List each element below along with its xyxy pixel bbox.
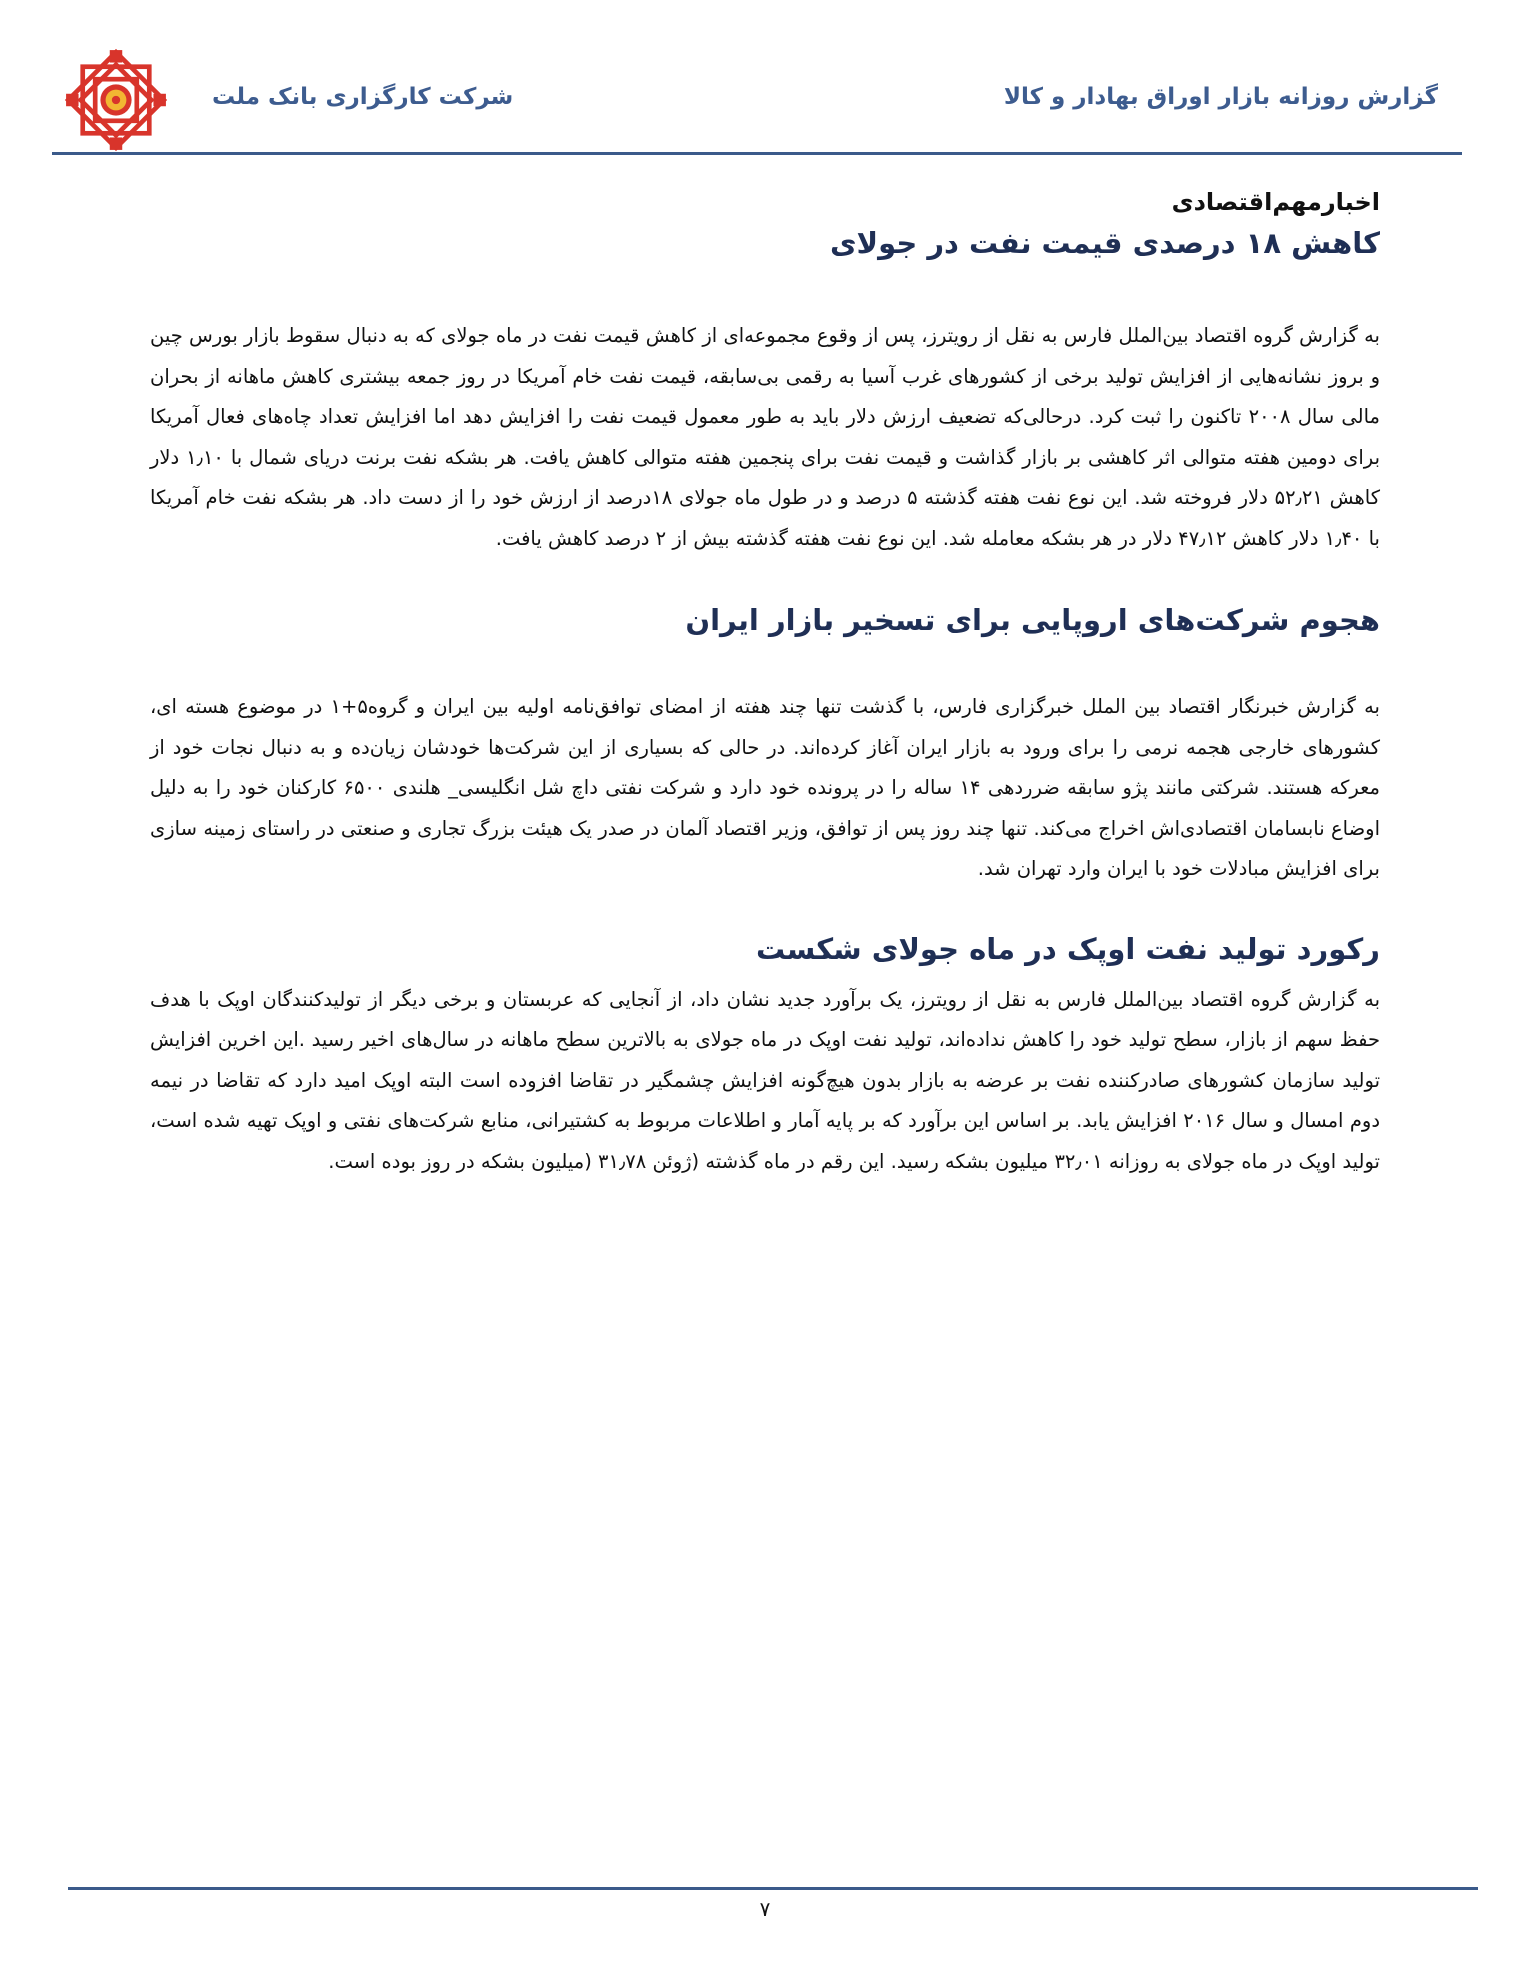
article-headline: رکورد تولید نفت اوپک در ماه جولای شکست [756, 931, 1380, 966]
article-body: به گزارش گروه اقتصاد بین‌الملل فارس به نقل از رویترز، پس از وقوع مجموعه‌ای از کاهش قیمت نفت در ماه جولای که به دنبال سقوط بازار بورس چین و بروز نشانه‌هایی از افزایش تولید برخی از کشورهای غرب آسیا به رقمی بی‌سابقه، قیمت نفت خام آمریکا در روز جمعه بیشتری کاهش ماهانه از بحران مالی سال ۲۰۰۸ تاکنون را ثبت کرد. درحالی‌که تضعیف ارزش دلار باید به طور معمول قیمت نفت را افزایش دهد اما افزایش تعداد چاه‌های فعال آمریکا برای دومین هفته متوالی اثر کاهشی بر بازار گذاشت و قیمت نفت برای پنجمین هفته متوالی کاهش یافت. هر بشکه نفت برنت دریای شمال با ۱٫۱۰ دلار کاهش ۵۲٫۲۱ دلار فروخته شد. این نوع نفت هفته گذشته ۵ درصد و در طول ماه جولای ۱۸درصد از ارزش خود را از دست داد. هر بشکه نفت خام آمریکا با ۱٫۴۰ دلار کاهش ۴۷٫۱۲ دلار در هر بشکه معامله شد. این نوع نفت هفته گذشته بیش از ۲ درصد کاهش یافت. [150, 324, 1380, 550]
article-headline: هجوم شرکت‌های اروپایی برای تسخیر بازار ایران [685, 603, 1380, 637]
header-divider [52, 152, 1462, 155]
bank-mellat-logo-icon [64, 48, 168, 152]
article [150, 932, 1380, 1183]
company-name: شرکت کارگزاری بانک ملت [212, 84, 514, 110]
report-title: گزارش روزانه بازار اوراق بهادار و کالا [1003, 84, 1438, 110]
article-headline: کاهش ۱۸ درصدی قیمت نفت در جولای [829, 226, 1380, 260]
section-label: اخبارمهم‌اقتصادی [1171, 188, 1380, 216]
article-body: به گزارش گروه اقتصاد بین‌الملل فارس به نقل از رویترز، یک برآورد جدید نشان داد، از آنجایی که عربستان و برخی دیگر از تولیدکنندگان اوپک با هدف حفظ سهم از بازار، سطح تولید خود را کاهش نداده‌اند، تولید نفت اوپک در ماه جولای به بالاترین سطح ماهانه در سال‌های اخیر رسید .این اخرین افزایش تولید سازمان کشورهای صادرکننده نفت بر عرضه به بازار بدون هیچ‌گونه افزایش چشمگیر در تقاضا افزوده است البته اوپک امید دارد که تقاضا در نیمه دوم امسال و سال ۲۰۱۶ افزایش یابد. بر اساس این برآورد که بر پایه آمار و اطلاعات مربوط به کشتیرانی، منابع شرکت‌های نفتی و اوپک تهیه شده است، تولید اوپک در ماه جولای به روزانه ۳۲٫۰۱ میلیون بشکه رسید. این رقم در ماه گذشته (ژوئن ۳۱٫۷۸ (میلیون بشکه در روز بوده است. [150, 987, 1381, 1173]
article [150, 603, 1380, 890]
article [150, 226, 1380, 559]
page-number: ۷ [759, 1897, 771, 1921]
article-body: به گزارش خبرنگار اقتصاد بین الملل خبرگزاری فارس، با گذشت تنها چند هفته از امضای توافق‌نامه اولیه بین ایران و گروه۵+۱ در موضوع هسته ای، کشورهای خارجی هجمه نرمی را برای ورود به بازار ایران آغاز کرده‌اند. در حالی که بسیاری از این شرکت‌ها خودشان زیان‌ده و به دنبال نجات خود از معرکه هستند. شرکتی مانند پژو سابقه ضرردهی ۱۴ ساله را در پرونده خود دارد و شرکت نفتی داچ شل انگلیسی_ هلندی ۶۵۰۰ کارکنان خود را به دلیل اوضاع نابسامان اقتصادی‌اش اخراج می‌کند. تنها چند روز پس از توافق، وزیر اقتصاد آلمان در صدر یک هیئت بزرگ تجاری و صنعتی در راستای زمینه سازی برای افزایش مبادلات خود با ایران وارد تهران شد. [150, 695, 1380, 880]
footer-divider [68, 1887, 1478, 1890]
main-content [150, 180, 1380, 1182]
